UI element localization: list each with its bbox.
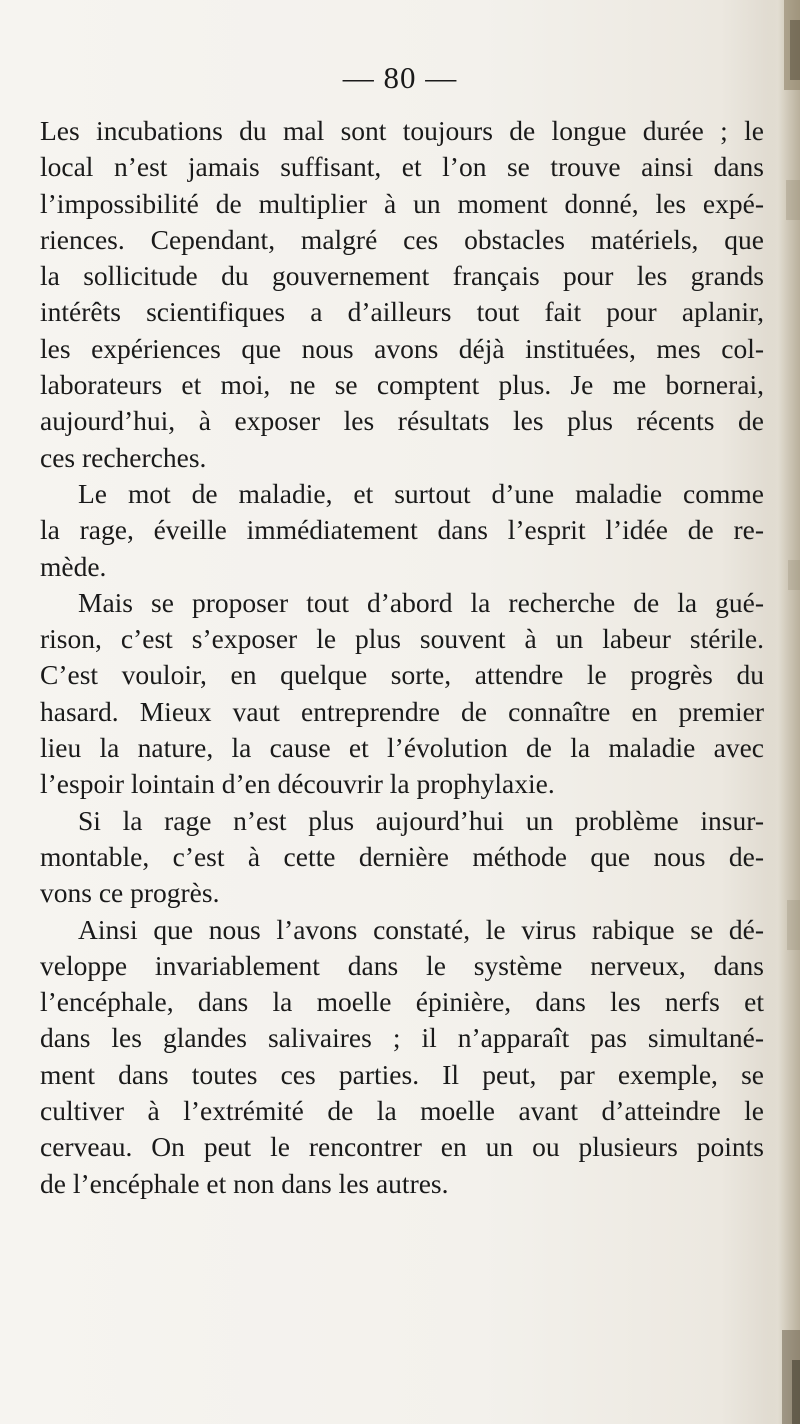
paragraph — [40, 912, 764, 1202]
text-line: de l’encéphale et non dans les autres. — [40, 1167, 449, 1199]
text-line: hasard. Mieux vaut entreprendre de connaître en premier — [40, 695, 764, 727]
text-line: riences. Cependant, malgré ces obstacles matériels, que — [40, 223, 764, 255]
text-line: l’espoir lointain d’en découvrir la prophylaxie. — [40, 768, 555, 800]
text-line: cultiver à l’extrémité de la moelle avant d’atteindre le — [40, 1095, 764, 1127]
page-number: — 80 — — [342, 60, 458, 95]
text-line: vons ce progrès. — [40, 877, 220, 909]
text-line: ces recherches. — [40, 441, 207, 473]
text-line: ment dans toutes ces parties. Il peut, par exemple, se — [40, 1058, 764, 1090]
text-line: intérêts scientifiques a d’ailleurs tout fait pour aplanir, — [40, 296, 764, 328]
paragraph — [40, 113, 764, 476]
text-line: Ainsi que nous l’avons constaté, le virus rabique se dé- — [78, 913, 764, 945]
text-line: les expériences que nous avons déjà instituées, mes col- — [40, 332, 764, 364]
text-line: dans les glandes salivaires ; il n’apparaît pas simultané- — [40, 1022, 764, 1054]
text-line: l’encéphale, dans la moelle épinière, dans les nerfs et — [40, 986, 764, 1018]
text-line: Les incubations du mal sont toujours de longue durée ; le — [40, 115, 764, 146]
body-text — [40, 113, 764, 1202]
text-line: Si la rage n’est plus aujourd’hui un problème insur- — [78, 804, 764, 836]
page-edge-stain — [766, 0, 800, 1424]
paragraph — [40, 803, 764, 912]
text-line: veloppe invariablement dans le système nerveux, dans — [40, 949, 764, 981]
text-line: cerveau. On peut le rencontrer en un ou plusieurs points — [40, 1131, 764, 1163]
text-line: mède. — [40, 550, 107, 582]
paragraph — [40, 585, 764, 803]
text-line: l’impossibilité de multiplier à un moment donné, les expé- — [40, 187, 764, 219]
text-line: aujourd’hui, à exposer les résultats les plus récents de — [40, 405, 764, 437]
paragraph — [40, 476, 764, 585]
text-line: Le mot de maladie, et surtout d’une maladie comme — [78, 477, 764, 509]
text-line: Mais se proposer tout d’abord la recherche de la gué- — [78, 586, 764, 618]
text-line: rison, c’est s’exposer le plus souvent à un labeur stérile. — [40, 623, 764, 655]
text-line: la sollicitude du gouvernement français pour les grands — [40, 260, 764, 292]
text-line: montable, c’est à cette dernière méthode que nous de- — [40, 840, 764, 872]
text-line: lieu la nature, la cause et l’évolution de la maladie avec — [40, 732, 764, 764]
text-line: laborateurs et moi, ne se comptent plus. Je me bornerai, — [40, 369, 764, 401]
text-line: la rage, éveille immédiatement dans l’esprit l’idée de re- — [40, 514, 764, 546]
text-line: C’est vouloir, en quelque sorte, attendre le progrès du — [40, 659, 764, 691]
text-line: local n’est jamais suffisant, et l’on se trouve ainsi dans — [40, 151, 764, 183]
